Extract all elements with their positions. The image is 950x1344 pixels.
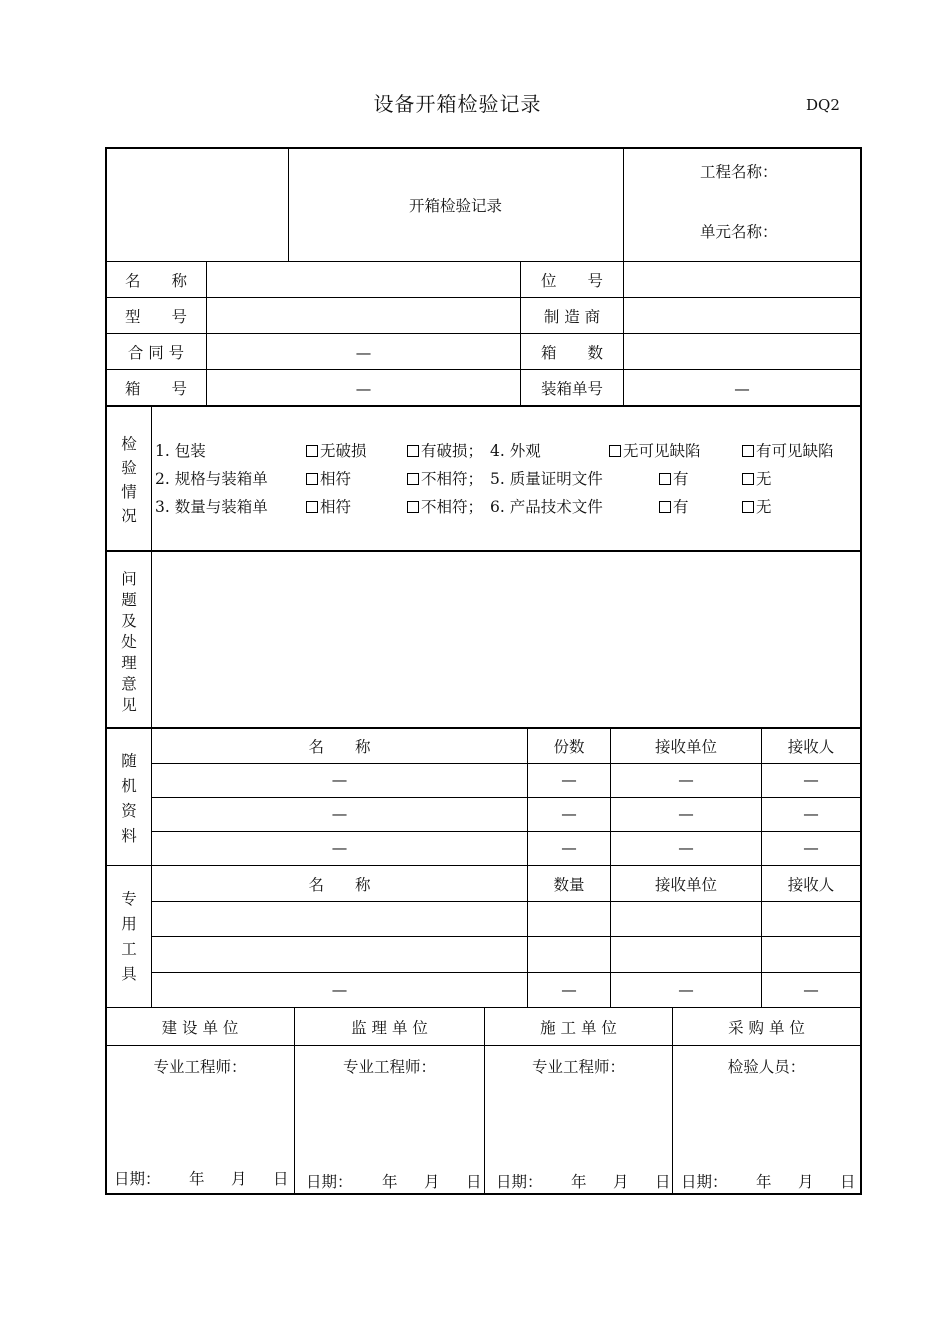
- box-no-value[interactable]: —: [355, 380, 372, 398]
- item-spec: 2. 规格与装箱单: [155, 470, 268, 488]
- month-label: 月: [798, 1173, 814, 1191]
- year-label: 年: [189, 1170, 205, 1188]
- checkbox-item[interactable]: 相符: [306, 469, 351, 489]
- item-quantity: 3. 数量与装箱单: [155, 498, 268, 516]
- checkbox-item[interactable]: 相符: [306, 497, 351, 517]
- unit-name-label: 单元名称：: [700, 223, 778, 241]
- cell[interactable]: —: [678, 839, 694, 857]
- cell[interactable]: —: [561, 839, 577, 857]
- docs-header-unit: 接收单位: [654, 738, 717, 756]
- position-label: 位 号: [540, 272, 603, 290]
- tools-header-count: 数量: [553, 876, 585, 894]
- divider: [623, 147, 624, 262]
- checkbox-icon[interactable]: [659, 501, 671, 513]
- col-line: [151, 405, 152, 551]
- form-code: DQ2: [806, 96, 840, 114]
- checkbox-item[interactable]: 有破损；: [407, 441, 483, 461]
- date-label: 日期：: [114, 1170, 161, 1188]
- checkbox-icon[interactable]: [306, 473, 318, 485]
- row-line: [105, 727, 862, 729]
- checkbox-item[interactable]: 不相符；: [407, 469, 483, 489]
- docs-header-name: 名 称: [308, 738, 371, 756]
- row-line: [151, 763, 862, 764]
- day-label: 日: [466, 1173, 482, 1191]
- box-count-label: 箱 数: [540, 344, 603, 362]
- cell[interactable]: —: [678, 805, 694, 823]
- year-label: 年: [756, 1173, 772, 1191]
- role-inspector: 检验人员：: [727, 1058, 806, 1076]
- checkbox-icon[interactable]: [742, 473, 754, 485]
- cell[interactable]: —: [803, 839, 819, 857]
- row-line: [105, 1045, 862, 1046]
- month-label: 月: [231, 1170, 247, 1188]
- checkbox-item[interactable]: 有: [659, 497, 689, 517]
- checkbox-icon[interactable]: [407, 445, 419, 457]
- cell[interactable]: —: [561, 771, 577, 789]
- docs-header-receiver: 接收人: [787, 738, 835, 756]
- tools-header-unit: 接收单位: [654, 876, 717, 894]
- year-label: 年: [382, 1173, 398, 1191]
- row-line: [105, 550, 862, 552]
- cell[interactable]: —: [331, 839, 348, 857]
- row-line: [105, 333, 862, 334]
- row-line: [151, 831, 862, 832]
- unit-owner: 建 设 单 位: [161, 1019, 239, 1037]
- inspection-label: 检 验 情 况: [121, 435, 137, 525]
- month-label: 月: [613, 1173, 629, 1191]
- row-line: [151, 936, 862, 937]
- issues-label: 问 题 及 处 理 意 见: [121, 570, 137, 714]
- checkbox-item[interactable]: 无破损: [306, 441, 367, 461]
- unit-contractor: 施 工 单 位: [540, 1019, 617, 1037]
- checkbox-item[interactable]: 无可见缺陷: [609, 441, 701, 461]
- checkbox-item[interactable]: 无: [742, 497, 772, 517]
- item-packaging: 1. 包装: [155, 442, 206, 460]
- checkbox-icon[interactable]: [306, 501, 318, 513]
- checkbox-icon[interactable]: [742, 501, 754, 513]
- cell[interactable]: —: [678, 771, 694, 789]
- frame-right: [860, 147, 862, 1195]
- row-line: [151, 901, 862, 902]
- checkbox-item[interactable]: 无: [742, 469, 772, 489]
- item-tech-docs: 6. 产品技术文件: [490, 498, 603, 516]
- docs-header-count: 份数: [553, 738, 585, 756]
- checkbox-item[interactable]: 有: [659, 469, 689, 489]
- unit-supervisor: 监 理 单 位: [351, 1019, 428, 1037]
- checkbox-icon[interactable]: [742, 445, 754, 457]
- checkbox-icon[interactable]: [407, 501, 419, 513]
- month-label: 月: [424, 1173, 440, 1191]
- row-line: [105, 261, 862, 262]
- cell[interactable]: —: [561, 805, 577, 823]
- docs-label: 随 机 资 料: [121, 752, 137, 845]
- box-no-label: 箱 号: [124, 380, 187, 398]
- cell[interactable]: —: [331, 805, 348, 823]
- row-line: [105, 405, 862, 407]
- packing-list-label: 装箱单号: [540, 380, 603, 398]
- role-engineer: 专业工程师：: [531, 1058, 625, 1076]
- role-engineer: 专业工程师：: [342, 1058, 436, 1076]
- row-line: [105, 865, 862, 866]
- checkbox-item[interactable]: 不相符；: [407, 497, 483, 517]
- tools-label: 专 用 工 具: [121, 890, 137, 983]
- checkbox-icon[interactable]: [407, 473, 419, 485]
- page-title: 设备开箱检验记录: [373, 92, 542, 116]
- role-engineer: 专业工程师：: [153, 1058, 247, 1076]
- row-line: [151, 797, 862, 798]
- col-line: [151, 551, 152, 729]
- row-line: [105, 297, 862, 298]
- year-label: 年: [571, 1173, 587, 1191]
- tools-header-name: 名 称: [308, 876, 371, 894]
- checkbox-item[interactable]: 有可见缺陷: [742, 441, 834, 461]
- cell[interactable]: —: [803, 805, 819, 823]
- cell[interactable]: —: [678, 981, 694, 999]
- cell[interactable]: —: [331, 771, 348, 789]
- tools-header-receiver: 接收人: [787, 876, 835, 894]
- packing-list-value[interactable]: —: [734, 380, 750, 398]
- day-label: 日: [273, 1170, 289, 1188]
- date-label: 日期：: [681, 1173, 728, 1191]
- maker-label: 制 造 商: [543, 308, 601, 326]
- day-label: 日: [840, 1173, 856, 1191]
- record-label: 开箱检验记录: [408, 197, 502, 215]
- frame-top: [105, 147, 862, 149]
- unit-purchaser: 采 购 单 位: [728, 1019, 805, 1037]
- cell[interactable]: —: [803, 771, 819, 789]
- item-quality-docs: 5. 质量证明文件: [490, 470, 603, 488]
- checkbox-icon[interactable]: [609, 445, 621, 457]
- cell[interactable]: —: [803, 981, 819, 999]
- cell[interactable]: —: [561, 981, 577, 999]
- checkbox-icon[interactable]: [306, 445, 318, 457]
- date-label: 日期：: [306, 1173, 353, 1191]
- date-label: 日期：: [496, 1173, 543, 1191]
- cell[interactable]: —: [331, 981, 348, 999]
- item-appearance: 4. 外观: [490, 442, 541, 460]
- day-label: 日: [655, 1173, 671, 1191]
- contract-value[interactable]: —: [355, 344, 372, 362]
- model-label: 型 号: [124, 308, 187, 326]
- name-label: 名 称: [124, 272, 187, 290]
- project-name-label: 工程名称：: [700, 163, 778, 181]
- row-line: [105, 369, 862, 370]
- contract-label: 合 同 号: [127, 344, 185, 362]
- row-line: [151, 972, 862, 973]
- checkbox-icon[interactable]: [659, 473, 671, 485]
